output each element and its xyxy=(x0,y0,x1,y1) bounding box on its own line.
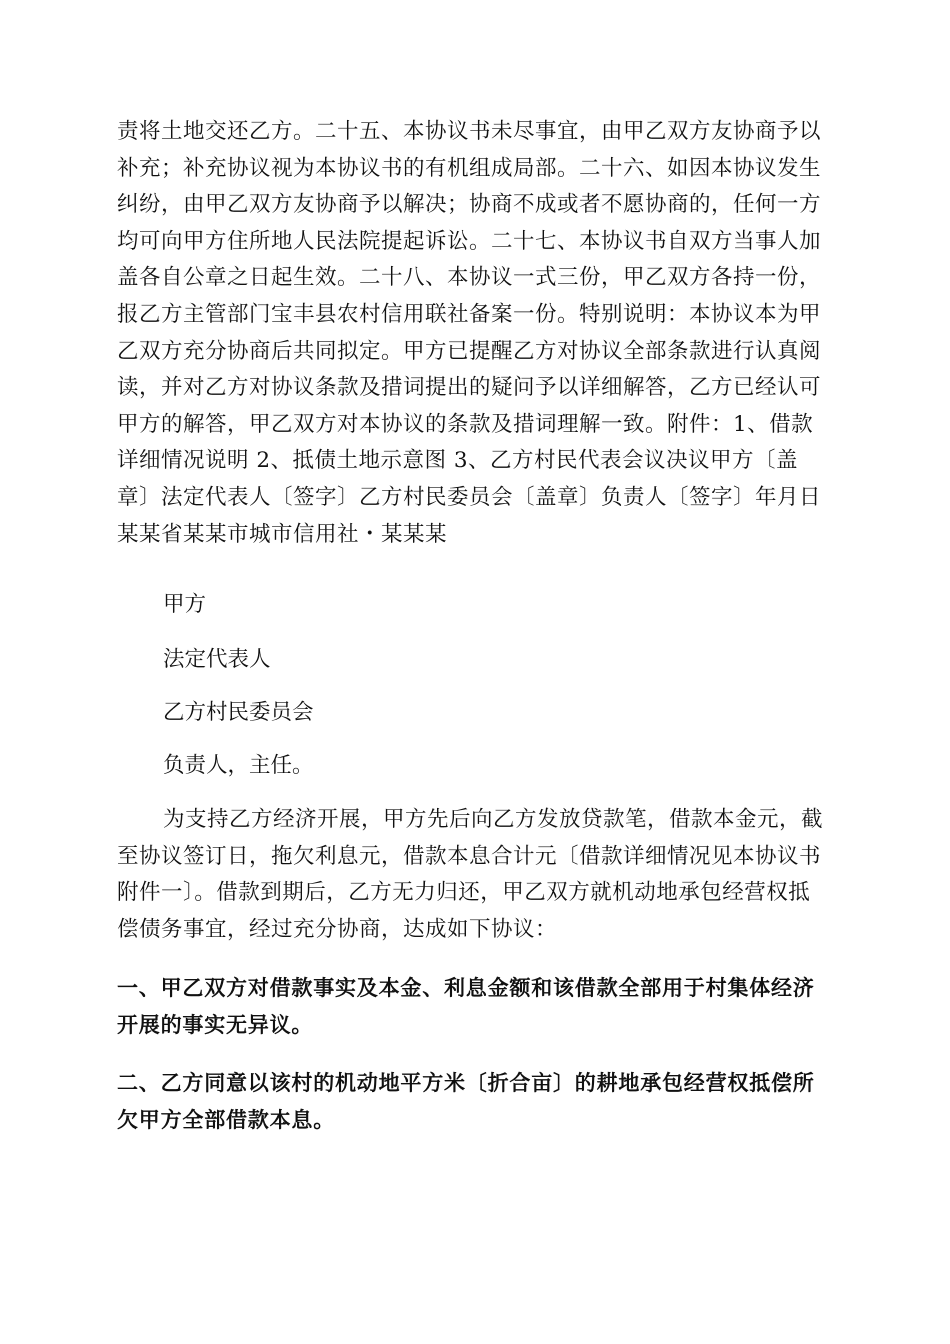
text-line: 责将土地交还乙方。二十五、本协议书未尽事宜，由甲乙双方友协商予以 xyxy=(117,119,822,144)
signature-party-a xyxy=(163,590,843,620)
text-line: 某某省某某市城市信用社・某某某 xyxy=(117,521,448,547)
text-line: 章〕法定代表人〔签字〕乙方村民委员会〔盖章〕负责人〔签字〕年月日 xyxy=(117,484,822,510)
text-line: 补充；补充协议视为本协议书的有机组成局部。二十六、如因本协议发生 xyxy=(117,155,822,181)
legal-rep-label: 法定代表人 xyxy=(163,647,271,672)
responsible-label: 负责人，主任。 xyxy=(163,753,314,778)
text-line: 乙双方充分协商后共同拟定。甲方已提醒乙方对协议全部条款进行认真阅 xyxy=(117,338,822,364)
paragraph-terms xyxy=(117,114,837,553)
text-line: 附件一〕。借款到期后，乙方无力归还，甲乙双方就机动地承包经营权抵 xyxy=(117,880,811,906)
signature-responsible xyxy=(163,751,843,781)
party-a-label: 甲方 xyxy=(163,592,207,617)
text-line: 一、甲乙双方对借款事实及本金、利息金额和该借款全部用于村集体经济 xyxy=(117,976,815,1000)
text-line: 欠甲方全部借款本息。 xyxy=(117,1108,335,1132)
text-line: 开展的事实无异议。 xyxy=(117,1013,314,1037)
paragraph-preamble xyxy=(117,802,837,948)
text-line: 纠纷，由甲乙双方友协商予以解决；协商不成或者不愿协商的，任何一方 xyxy=(117,192,822,218)
text-line: 均可向甲方住所地人民法院提起诉讼。二十七、本协议书自双方当事人加 xyxy=(117,228,822,254)
text-line: 二、乙方同意以该村的机动地平方米〔折合亩〕的耕地承包经营权抵偿所 xyxy=(117,1071,815,1095)
text-line: 盖各自公章之日起生效。二十八、本协议一式三份，甲乙双方各持一份， xyxy=(117,265,822,291)
signature-legal-rep xyxy=(163,645,843,675)
clause-1 xyxy=(117,970,837,1044)
signature-party-b xyxy=(163,698,843,728)
text-line: 报乙方主管部门宝丰县农村信用联社备案一份。特别说明：本协议本为甲 xyxy=(117,301,822,327)
text-line: 为支持乙方经济开展，甲方先后向乙方发放贷款笔，借款本金元，截 xyxy=(163,807,824,832)
text-line: 甲方的解答，甲乙双方对本协议的条款及措词理解一致。附件：1、借款 xyxy=(117,411,814,437)
party-b-label: 乙方村民委员会 xyxy=(163,700,314,725)
clause-2 xyxy=(117,1065,837,1139)
text-line: 详细情况说明 2、抵债土地示意图 3、乙方村民代表会议决议甲方〔盖 xyxy=(117,448,799,474)
text-line: 偿债务事宜，经过充分协商，达成如下协议： xyxy=(117,916,558,942)
text-line: 至协议签订日，拖欠利息元，借款本息合计元〔借款详细情况见本协议书 xyxy=(117,843,822,869)
text-line: 读，并对乙方对协议条款及措词提出的疑问予以详细解答，乙方已经认可 xyxy=(117,375,822,401)
